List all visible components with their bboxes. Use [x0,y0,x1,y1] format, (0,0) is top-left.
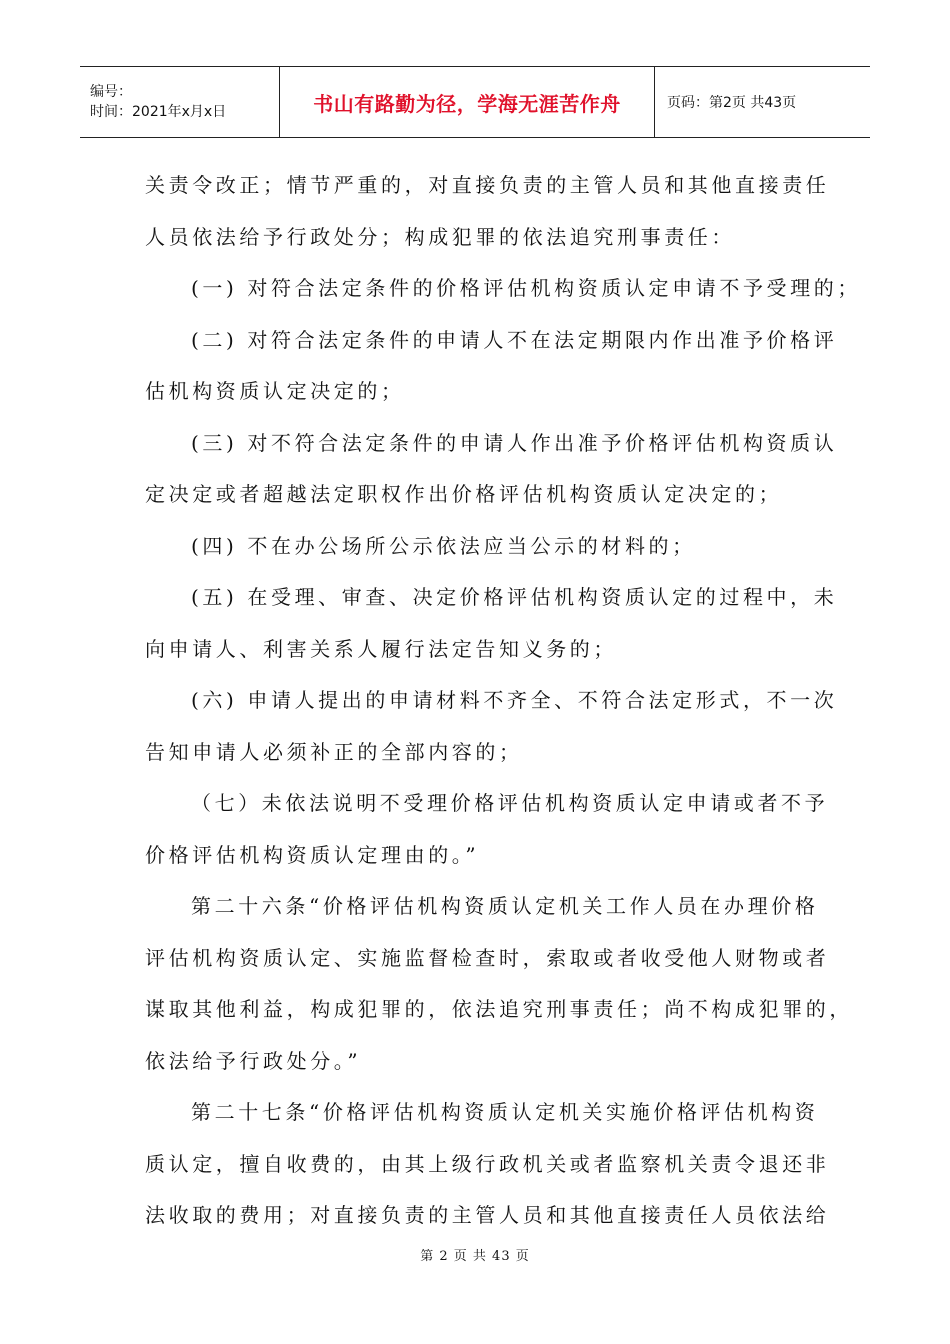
body-line: (六) 申请人提出的申请材料不齐全、不符合法定形式，不一次 [191,688,838,712]
body-line: 质认定，擅自收费的，由其上级行政机关或者监察机关责令退还非 [145,1151,830,1176]
body-line: 定决定或者超越法定职权作出价格评估机构资质认定决定的； [145,482,783,506]
body-line: 第二十六条“价格评估机构资质认定机关工作人员在办理价格 [191,894,819,918]
header-motto: 书山有路勤为径，学海无涯苦作舟 [313,91,621,116]
body-line: (三) 对不符合法定条件的申请人作出准予价格评估机构资质认 [191,430,838,455]
body-line: 告知申请人必须补正的全部内容的； [145,739,523,764]
body-line: (一) 对符合法定条件的价格评估机构资质认定申请不予受理的； [191,276,861,300]
body-line: 评估机构资质认定、实施监督检查时，索取或者收受他人财物或者 [145,945,830,970]
header-page-info: 页码：第2页 共43页 [667,95,797,111]
header-page-info-cell [655,67,870,137]
document-body [145,160,861,1242]
body-line: 谋取其他利益，构成犯罪的，依法追究刑事责任；尚不构成犯罪的， [145,997,853,1021]
body-line: 关责令改正；情节严重的，对直接负责的主管人员和其他直接责任 [145,173,830,197]
body-line: 估机构资质认定决定的； [145,379,405,403]
body-line: (四) 不在办公场所公示依法应当公示的材料的； [191,533,696,558]
body-line: 法收取的费用；对直接负责的主管人员和其他直接责任人员依法给 [145,1203,830,1227]
header-meta [80,67,280,137]
document-number-label: 编号： [90,84,132,100]
header-motto-cell [280,67,655,137]
body-line: (二) 对符合法定条件的申请人不在法定期限内作出准予价格评 [191,327,838,352]
body-line: 依法给予行政处分。” [145,1048,362,1073]
body-line: （七）未依法说明不受理价格评估机构资质认定申请或者不予 [191,791,829,815]
body-line: 人员依法给予行政处分；构成犯罪的依法追究刑事责任： [145,224,735,249]
body-line: 第二十七条“价格评估机构资质认定机关实施价格评估机构资 [191,1100,819,1124]
page-footer: 第 2 页 共 43 页 [420,1249,530,1264]
body-line: (五) 在受理、审查、决定价格评估机构资质认定的过程中，未 [191,585,838,609]
document-date: 时间：2021年x月x日 [90,104,227,120]
body-line: 价格评估机构资质认定理由的。” [145,842,480,867]
body-line: 向申请人、利害关系人履行法定告知义务的； [145,636,617,661]
page-header [80,66,870,138]
